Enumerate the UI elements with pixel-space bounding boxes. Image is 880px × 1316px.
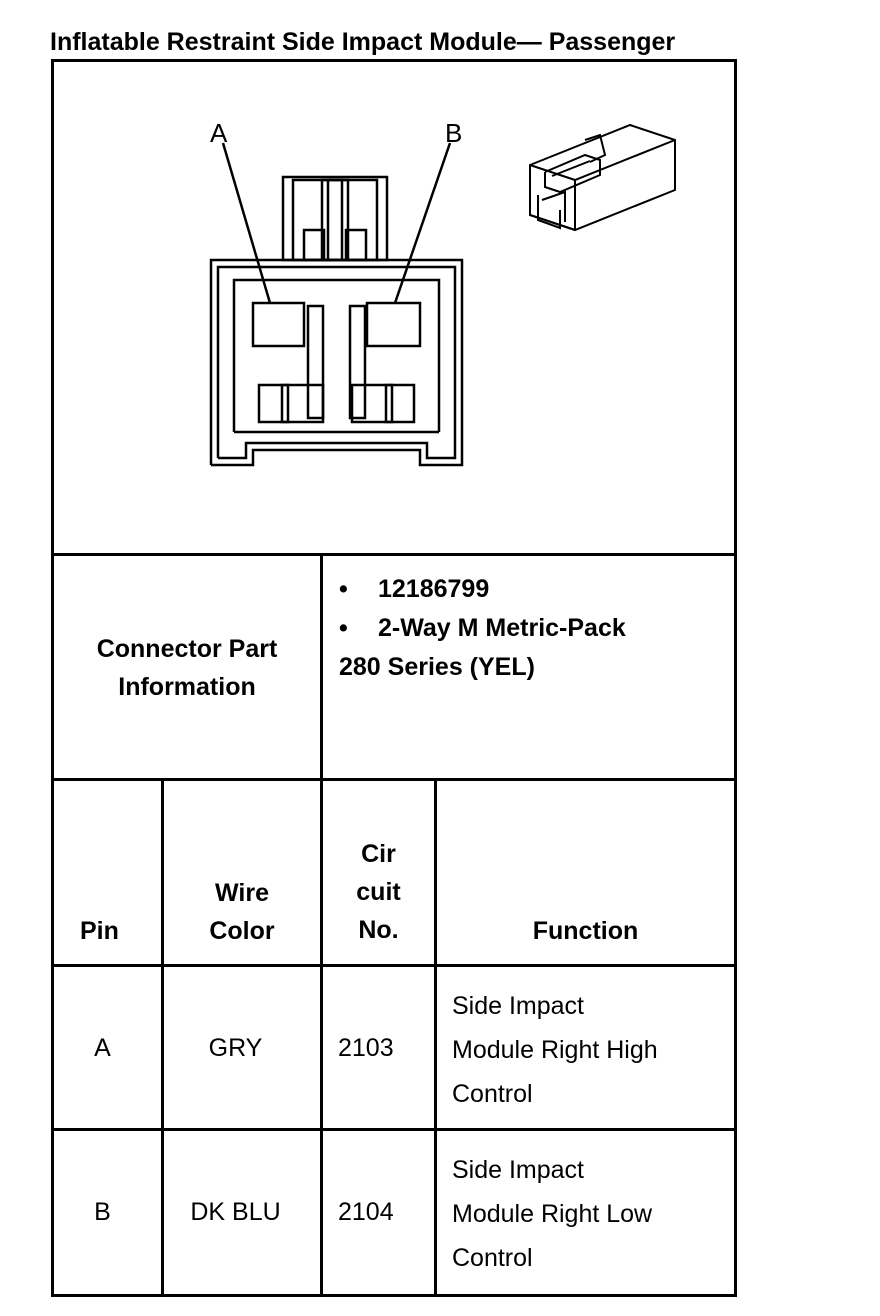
part-number: 12186799	[378, 575, 490, 603]
connector-info-label-line1: Connector Part	[96, 635, 278, 663]
row-a-pin: A	[94, 1034, 111, 1062]
row-a-circuit: 2103	[338, 1034, 394, 1062]
table-border-right	[734, 59, 737, 1297]
connector-description-line2: 280 Series (YEL)	[339, 653, 535, 681]
part-number-item	[339, 570, 734, 609]
connector-face-diagram	[190, 110, 690, 480]
connector-isometric-icon	[530, 125, 675, 230]
page-title: Inflatable Restraint Side Impact Module— Passenger	[50, 28, 676, 56]
row-b-pin: B	[94, 1198, 111, 1226]
row-b-wire-color: DK BLU	[190, 1198, 281, 1226]
row-a-function: Side Impact Module Right High Control	[452, 992, 658, 1108]
divider-circuit-column	[434, 778, 437, 1297]
table-border-top	[51, 59, 737, 62]
bullet-icon: •	[339, 614, 348, 642]
divider-diagram	[51, 553, 737, 556]
header-function: Function	[532, 917, 639, 945]
table-border-bottom	[51, 1294, 737, 1297]
pin-label-b: B	[445, 118, 463, 148]
pin-label-a: A	[210, 118, 228, 148]
row-b-function: Side Impact Module Right Low Control	[452, 1156, 653, 1272]
connector-description-line1: 2-Way M Metric-Pack	[378, 614, 626, 642]
divider-connector-info	[51, 778, 737, 781]
header-pin: Pin	[80, 917, 119, 945]
row-b-circuit: 2104	[338, 1198, 394, 1226]
header-circuit-number: Cir cuit No.	[356, 840, 401, 944]
connector-info-label-line2: Information	[118, 673, 256, 701]
connector-info-values	[339, 570, 734, 687]
connector-description-item	[339, 609, 734, 648]
connector-face	[211, 143, 462, 465]
header-wire-color: Wire Color	[209, 879, 275, 945]
divider-header	[51, 964, 737, 967]
connector-info-label	[54, 630, 320, 706]
bullet-icon: •	[339, 575, 348, 603]
row-a-wire-color: GRY	[208, 1034, 263, 1062]
divider-row-a	[51, 1128, 737, 1131]
